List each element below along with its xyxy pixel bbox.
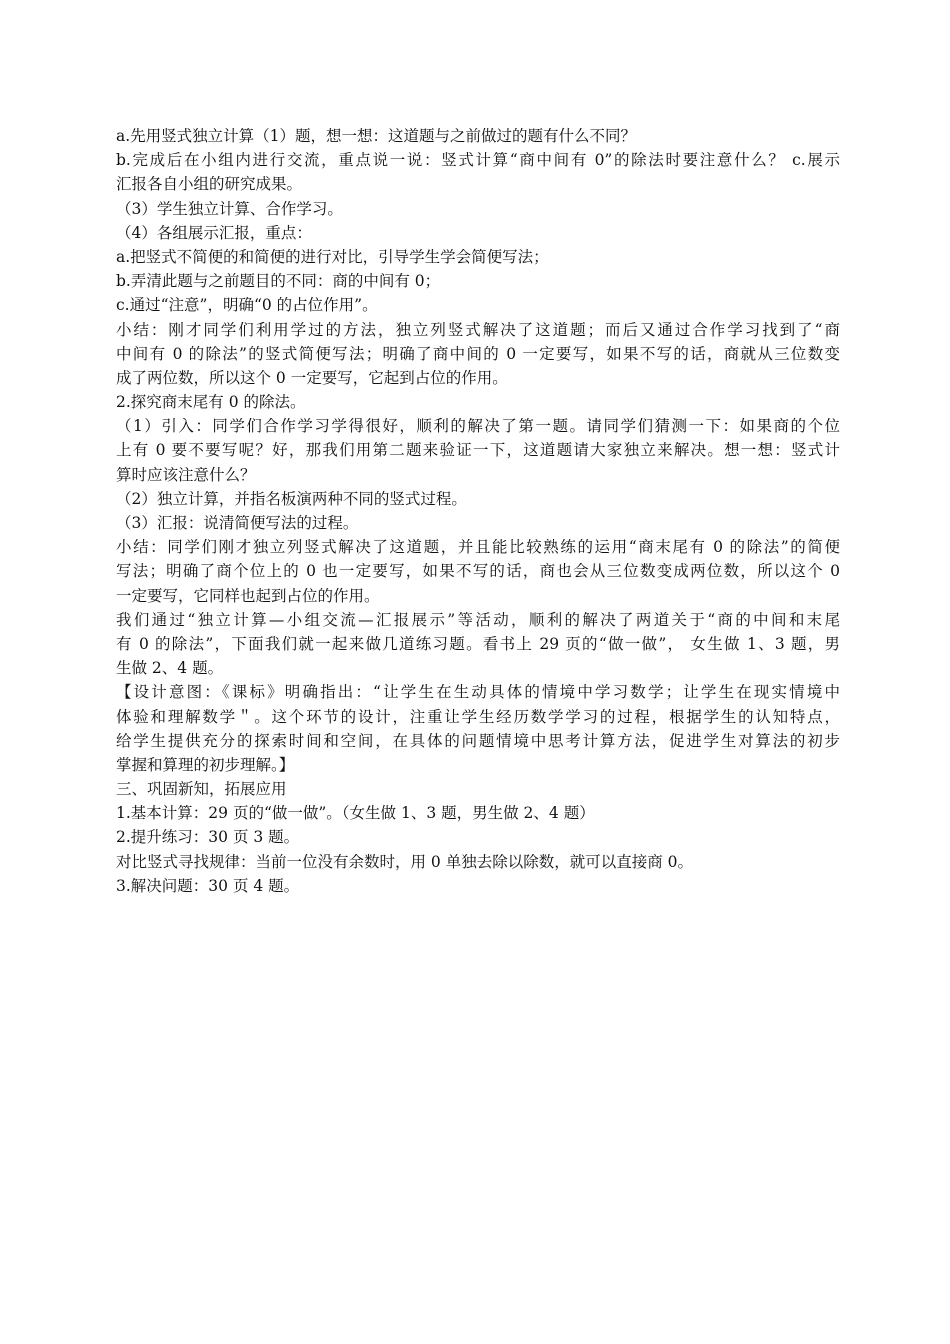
- text-line: 3.解决问题：30 页 4 题。: [116, 876, 300, 895]
- text-line: 有 0 的除法”，下面我们就一起来做几道练习题。看书上 29 页的“做一做”， 女生做 1、3 题，男: [116, 634, 840, 653]
- text-line: 小结：刚才同学们利用学过的方法，独立列竖式解决了这道题；而后又通过合作学习找到了“商: [116, 320, 840, 339]
- text-line: 1.基本计算：29 页的“做一做”。（女生做 1、3 题，男生做 2、4 题）: [116, 804, 595, 823]
- text-line: （4）各组展示汇报，重点：: [116, 223, 312, 242]
- text-line: 小结：同学们刚才独立列竖式解决了这道题，并且能比较熟练的运用“商末尾有 0 的除法”的简便: [116, 538, 840, 557]
- text-line: 2.探究商末尾有 0 的除法。: [116, 393, 306, 412]
- text-line: b.完成后在小组内进行交流，重点说一说：竖式计算“商中间有 0”的除法时要注意什么？ c.展示: [116, 151, 840, 170]
- text-line: 2.提升练习：30 页 3 题。: [116, 828, 300, 847]
- text-line: 一定要写，它同样也起到占位的作用。: [116, 586, 380, 605]
- text-line: 体验和理解数学＂。这个环节的设计，注重让学生经历数学学习的过程，根据学生的认知特点，: [116, 707, 840, 726]
- text-line: 上有 0 要不要写呢？好，那我们用第二题来验证一下，这道题请大家独立来解决。想一想：竖式计: [116, 441, 840, 460]
- text-line: （1）引入：同学们合作学习学得很好，顺利的解决了第一题。请同学们猜测一下：如果商的个位: [116, 417, 840, 436]
- text-line: 写法；明确了商个位上的 0 也一定要写，如果不写的话，商也会从三位数变成两位数，所以这个 0: [116, 562, 840, 581]
- text-line: c.通过“注意”，明确“0 的占位作用”。: [116, 296, 378, 315]
- document-page: [116, 124, 840, 898]
- text-line: 我们通过“独立计算—小组交流—汇报展示”等活动，顺利的解决了两道关于“商的中间和末尾: [116, 610, 840, 629]
- text-line: b.弄清此题与之前题目的不同：商的中间有 0；: [116, 272, 441, 291]
- text-line: a.把竖式不简便的和简便的进行对比，引导学生学会简便写法；: [116, 247, 549, 266]
- text-line: 算时应该注意什么？: [116, 465, 256, 484]
- text-line: （2）独立计算，并指名板演两种不同的竖式过程。: [116, 489, 467, 508]
- text-line: 掌握和算理的初步理解。】: [116, 755, 295, 774]
- text-line: 中间有 0 的除法”的竖式简便写法；明确了商中间的 0 一定要写，如果不写的话，商就从三位数变: [116, 344, 840, 363]
- text-line: 成了两位数，所以这个 0 一定要写，它起到占位的作用。: [116, 368, 508, 387]
- section-heading: 三、巩固新知，拓展应用: [116, 780, 287, 799]
- text-line: （3）学生独立计算、合作学习。: [116, 199, 343, 218]
- text-line: 生做 2、4 题。: [116, 659, 224, 678]
- text-line: 【设计意图：《课标》明确指出：“让学生在生动具体的情境中学习数学；让学生在现实情境中: [116, 683, 840, 702]
- text-line: 给学生提供充分的探索时间和空间，在具体的问题情境中思考计算方法，促进学生对算法的初步: [116, 731, 840, 750]
- text-line: a.先用竖式独立计算（1）题，想一想：这道题与之前做过的题有什么不同？: [116, 127, 637, 145]
- text-line: （3）汇报：说清简便写法的过程。: [116, 514, 359, 532]
- text-line: 汇报各自小组的研究成果。: [116, 175, 303, 194]
- text-line: 对比竖式寻找规律：当前一位没有余数时，用 0 单独去除以除数，就可以直接商 0。: [116, 852, 694, 871]
